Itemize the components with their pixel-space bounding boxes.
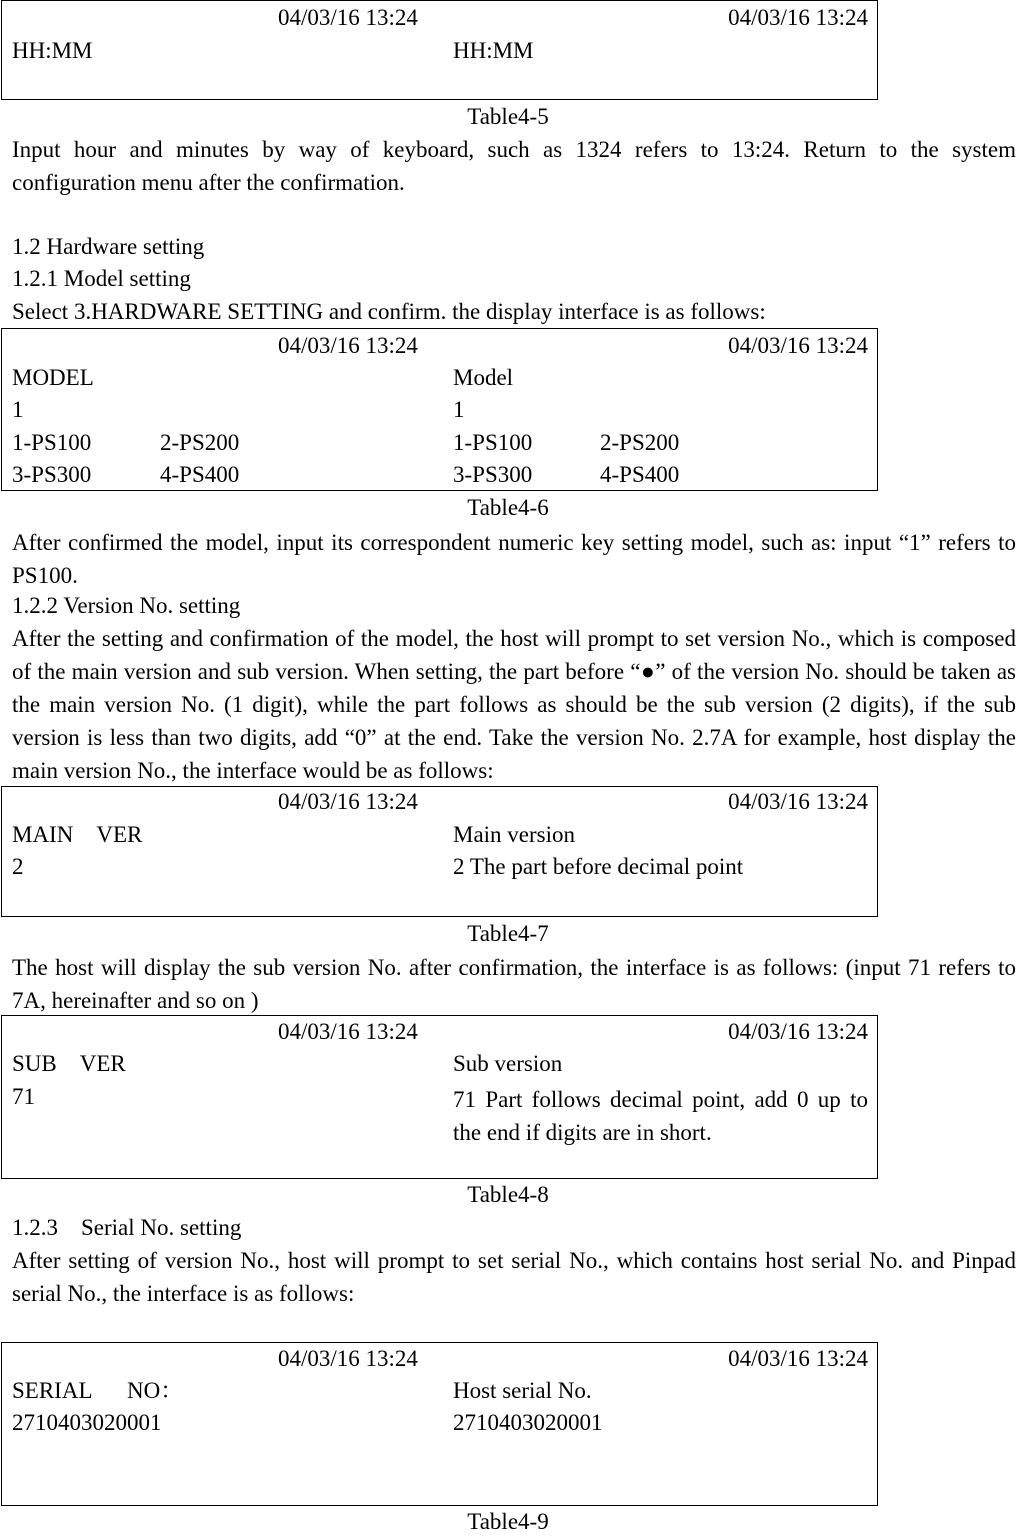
paragraph-select-hardware: Select 3.HARDWARE SETTING and confirm. the display interface is as follows:	[12, 299, 766, 324]
table-4-6-right-opt1: 1-PS100	[453, 430, 533, 455]
table-4-6-right-title: Model	[453, 365, 514, 390]
table-4-7-left-time: 04/03/16 13:24	[278, 789, 418, 814]
paragraph-time-input: Input hour and minutes by way of keyboard, such as 1324 refers to 13:24. Return to the system configuration menu after the confirmation.	[12, 137, 1016, 195]
table-4-6-right-opt4: 4-PS400	[600, 462, 680, 487]
table-4-9-right-value: 2710403020001	[453, 1410, 603, 1435]
table-4-5-left-time: 04/03/16 13:24	[278, 5, 418, 30]
table-4-6-right-time: 04/03/16 13:24	[728, 333, 868, 358]
table-4-8-right-title: Sub version	[453, 1051, 563, 1076]
table-4-9-left-time: 04/03/16 13:24	[278, 1346, 418, 1371]
table-4-6-caption: Table4-6	[467, 495, 549, 520]
table-4-8-right-time: 04/03/16 13:24	[728, 1019, 868, 1044]
table-4-6-left-time: 04/03/16 13:24	[278, 333, 418, 358]
table-4-7-right-time: 04/03/16 13:24	[728, 789, 868, 814]
table-4-8-left-value: 71	[12, 1084, 35, 1109]
table-4-7-left-title: MAIN VER	[12, 822, 143, 847]
paragraph-sub-version: The host will display the sub version No. after confirmation, the interface is as follows: (input 71 refers to 7A, hereinafter and so on )	[12, 955, 1016, 1013]
table-4-7-right-title: Main version	[453, 822, 576, 847]
paragraph-model-input: After confirmed the model, input its correspondent numeric key setting model, such as: input “1” refers to PS100.	[12, 530, 1016, 588]
table-4-6-right-opt3: 3-PS300	[453, 462, 533, 487]
heading-serial-setting: 1.2.3 Serial No. setting	[12, 1215, 242, 1240]
table-4-6-left-opt4: 4-PS400	[160, 462, 240, 487]
table-4-6-left-opt1: 1-PS100	[12, 430, 92, 455]
table-4-9-right-title: Host serial No.	[453, 1378, 592, 1403]
table-4-8-caption: Table4-8	[467, 1182, 549, 1207]
paragraph-serial-setting: After setting of version No., host will prompt to set serial No., which contains host serial No. and Pinpad serial No., the interface is as follows:	[12, 1248, 1016, 1306]
table-4-5-caption: Table4-5	[467, 104, 549, 129]
heading-hardware-setting: 1.2 Hardware setting	[12, 234, 205, 259]
table-4-5-right-time: 04/03/16 13:24	[728, 5, 868, 30]
table-4-7-left-value: 2	[12, 854, 24, 879]
paragraph-version-explanation: After the setting and confirmation of the model, the host will prompt to set version No., which is composed of the main version and sub version. When setting, the part before “●” of the version No. should be taken as the main version No. (1 digit), while the part follows as should be the sub version (2 digits), if the sub version is less than two digits, add “0” at the end. Take the version No. 2.7A for example, host display the main version No., the interface would be as follows:	[12, 626, 1016, 783]
table-4-5-right-label: HH:MM	[453, 38, 534, 63]
table-4-9-right-time: 04/03/16 13:24	[728, 1346, 868, 1371]
table-4-8-right-value: 71 Part follows decimal point, add 0 up to the end if digits are in short.	[453, 1087, 868, 1145]
table-4-9-left-value: 2710403020001	[12, 1410, 162, 1435]
heading-version-setting: 1.2.2 Version No. setting	[12, 593, 241, 618]
table-4-6-left-opt2: 2-PS200	[160, 430, 240, 455]
table-4-7-caption: Table4-7	[467, 921, 549, 946]
table-4-6-left-opt3: 3-PS300	[12, 462, 92, 487]
table-4-5-left-label: HH:MM	[12, 38, 93, 63]
table-4-9-left-title: SERIAL NO：	[12, 1378, 184, 1403]
table-4-6-left-value: 1	[12, 397, 24, 422]
table-4-7-right-value: 2 The part before decimal point	[453, 854, 744, 879]
table-4-6-right-opt2: 2-PS200	[600, 430, 680, 455]
table-4-6-left-title: MODEL	[12, 365, 94, 390]
table-4-9-caption: Table4-9	[467, 1509, 549, 1534]
table-4-8-left-time: 04/03/16 13:24	[278, 1019, 418, 1044]
table-4-6-right-value: 1	[453, 397, 465, 422]
table-4-8-left-title: SUB VER	[12, 1051, 126, 1076]
heading-model-setting: 1.2.1 Model setting	[12, 266, 191, 291]
